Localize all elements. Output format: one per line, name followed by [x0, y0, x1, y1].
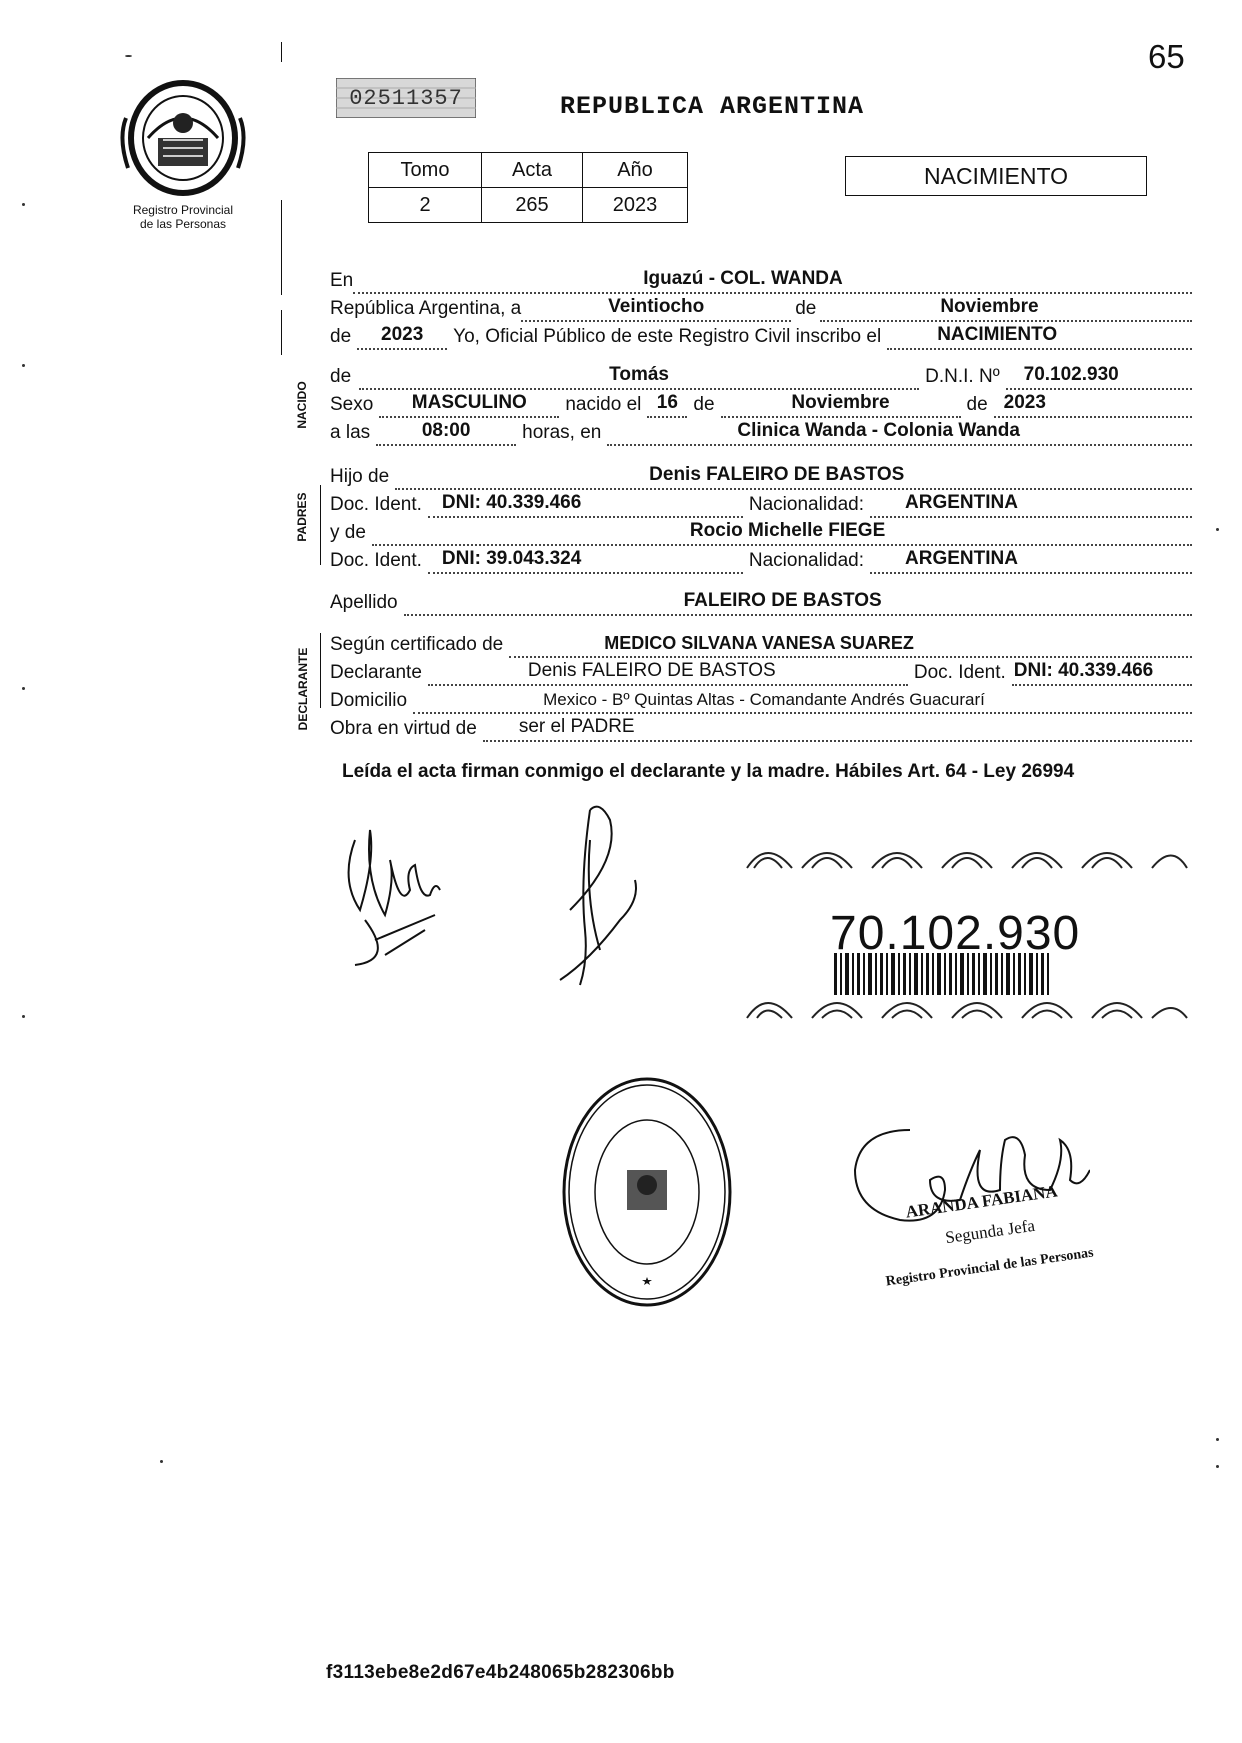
margin-bar-padres	[320, 485, 321, 565]
label-inscribo: Yo, Oficial Público de este Registro Civil inscribo el	[453, 326, 882, 347]
field-birth-day	[647, 392, 687, 418]
value-tomo: 2	[369, 188, 482, 223]
label-doc: Doc. Ident.	[330, 494, 422, 515]
official-org: Registro Provincial de las Personas	[884, 1245, 1095, 1290]
label-nacionalidad: Nacionalidad:	[748, 494, 865, 515]
line-surname	[330, 588, 1192, 616]
value-certificate: MEDICO SILVANA VANESA SUAREZ	[604, 633, 914, 653]
label-de3: de	[693, 394, 715, 415]
field-father-doc	[428, 492, 743, 518]
table-header-row	[369, 153, 688, 188]
label-de2: de	[330, 326, 352, 347]
registry-volume-table	[368, 152, 688, 223]
value-birth-place: Clinica Wanda - Colonia Wanda	[737, 420, 1020, 441]
logo-caption-line1: Registro Provincial	[132, 203, 234, 217]
document-hash: f3113ebe8e2d67e4b248065b282306bb	[326, 1662, 675, 1683]
field-birth-place	[607, 420, 1192, 446]
label-child-de: de	[330, 366, 352, 387]
margin-mark	[22, 1015, 25, 1018]
label-doc2: Doc. Ident.	[330, 550, 422, 571]
official-title: Segunda Jefa	[944, 1215, 1036, 1248]
value-acta: 265	[482, 188, 583, 223]
value-father-name: Denis FALEIRO DE BASTOS	[649, 464, 905, 485]
label-segun: Según certificado de	[330, 634, 504, 655]
line-date	[330, 294, 1192, 322]
value-month: Noviembre	[940, 296, 1039, 317]
line-child	[330, 362, 1192, 390]
margin-bar	[281, 200, 282, 295]
margin-mark	[22, 203, 25, 206]
field-address	[413, 688, 1192, 714]
field-month	[820, 296, 1192, 322]
value-ano: 2023	[583, 188, 688, 223]
field-child-name	[359, 364, 919, 390]
country-title: REPUBLICA ARGENTINA	[560, 92, 865, 121]
field-birth-year	[994, 392, 1192, 418]
margin-mark	[1216, 1438, 1219, 1441]
line-obra	[330, 714, 1192, 742]
label-nacionalidad2: Nacionalidad:	[748, 550, 865, 571]
record-type-box: NACIMIENTO	[845, 156, 1147, 196]
field-year	[357, 324, 447, 350]
label-hijo: Hijo de	[330, 466, 390, 487]
line-sex-birth	[330, 390, 1192, 418]
label-sexo: Sexo	[330, 394, 374, 415]
label-obra: Obra en virtud de	[330, 718, 477, 739]
value-declarant-doc: DNI: 40.339.466	[1013, 660, 1154, 681]
margin-bar	[281, 310, 282, 355]
label-en: En	[330, 270, 354, 291]
line-place	[330, 266, 1192, 294]
field-father-name	[395, 464, 1192, 490]
closing-note: Leída el acta firman conmigo el declarante y la madre. Hábiles Art. 64 - Ley 26994	[342, 761, 1075, 782]
field-child-dni	[1006, 364, 1192, 390]
value-mother-nationality: ARGENTINA	[905, 548, 1018, 569]
value-declarant-name: Denis FALEIRO DE BASTOS	[527, 660, 776, 681]
field-certificate	[509, 632, 1192, 658]
header-acta: Acta	[482, 153, 583, 188]
line-address	[330, 686, 1192, 714]
margin-bar	[281, 42, 282, 62]
label-declarante: Declarante	[330, 662, 422, 683]
registry-logo-caption	[108, 203, 258, 231]
field-declarant-doc	[1012, 660, 1192, 686]
serial-number: 02511357	[349, 86, 463, 111]
label-dni: D.N.I. Nº	[925, 366, 1000, 387]
field-mother-name	[372, 520, 1192, 546]
value-birth-day: 16	[656, 392, 678, 413]
line-mother-doc	[330, 546, 1192, 574]
header-tomo: Tomo	[369, 153, 482, 188]
value-surname: FALEIRO DE BASTOS	[683, 590, 882, 611]
label-domicilio: Domicilio	[330, 690, 408, 711]
margin-mark	[1216, 528, 1219, 531]
line-mother	[330, 518, 1192, 546]
page-number: 65	[1148, 38, 1185, 75]
margin-bar-declarante	[320, 633, 321, 708]
misiones-coat-of-arms-logo	[118, 78, 248, 198]
field-day	[521, 296, 791, 322]
field-place	[353, 268, 1192, 294]
value-address: Mexico - Bº Quintas Altas - Comandante Andrés Guacurarí	[543, 690, 985, 709]
margin-mark	[1216, 1465, 1219, 1468]
margin-mark	[125, 55, 132, 57]
section-label-padres: PADRES	[295, 492, 309, 542]
value-mother-name: Rocio Michelle FIEGE	[689, 520, 886, 541]
value-child-dni: 70.102.930	[1023, 364, 1119, 385]
mother-signature	[530, 800, 660, 990]
label-doc3: Doc. Ident.	[913, 662, 1006, 683]
value-mother-doc: DNI: 39.043.324	[441, 548, 582, 569]
value-inscribo: NACIMIENTO	[937, 324, 1058, 345]
field-father-nationality	[870, 492, 1192, 518]
line-declarant	[330, 658, 1192, 686]
field-obra	[483, 716, 1192, 742]
field-birth-month	[721, 392, 961, 418]
margin-mark	[22, 364, 25, 367]
label-apellido: Apellido	[330, 592, 398, 613]
line-father	[330, 462, 1192, 490]
logo-caption-line2: de las Personas	[139, 217, 227, 231]
line-certificate	[330, 630, 1192, 658]
line-father-doc	[330, 490, 1192, 518]
label-horas: horas, en	[522, 422, 602, 443]
table-value-row	[369, 188, 688, 223]
field-mother-nationality	[870, 548, 1192, 574]
field-sex	[379, 392, 559, 418]
value-birth-year: 2023	[1003, 392, 1046, 413]
value-birth-month: Noviembre	[791, 392, 890, 413]
value-sex: MASCULINO	[411, 392, 527, 413]
label-alas: a las	[330, 422, 371, 443]
label-de4: de	[966, 394, 988, 415]
value-place: Iguazú - COL. WANDA	[643, 268, 843, 289]
value-father-doc: DNI: 40.339.466	[441, 492, 582, 513]
field-mother-doc	[428, 548, 743, 574]
field-declarant-name	[428, 660, 908, 686]
label-republica: República Argentina, a	[330, 298, 522, 319]
field-surname	[404, 590, 1192, 616]
section-label-nacido: NACIDO	[295, 381, 309, 429]
margin-mark	[22, 687, 25, 690]
header-ano: Año	[583, 153, 688, 188]
value-father-nationality: ARGENTINA	[905, 492, 1018, 513]
delegation-seal-stamp	[560, 1075, 735, 1310]
label-nacido: nacido el	[565, 394, 642, 415]
line-year	[330, 322, 1192, 350]
value-obra: ser el PADRE	[518, 716, 635, 737]
value-year: 2023	[381, 324, 424, 345]
label-de: de	[795, 298, 817, 319]
declarant-signature	[335, 820, 465, 970]
line-time-place	[330, 418, 1192, 446]
value-day: Veintiocho	[608, 296, 705, 317]
margin-mark	[160, 1460, 163, 1463]
dni-sticker-number: 70.102.930	[830, 907, 1081, 960]
section-label-declarante: DECLARANTE	[296, 647, 310, 731]
value-child-name: Tomás	[609, 364, 669, 385]
value-birth-time: 08:00	[421, 420, 471, 441]
field-birth-time	[376, 420, 516, 446]
field-inscribo	[887, 324, 1192, 350]
official-name: ARANDA FABIANA	[904, 1181, 1059, 1222]
label-yde: y de	[330, 522, 366, 543]
